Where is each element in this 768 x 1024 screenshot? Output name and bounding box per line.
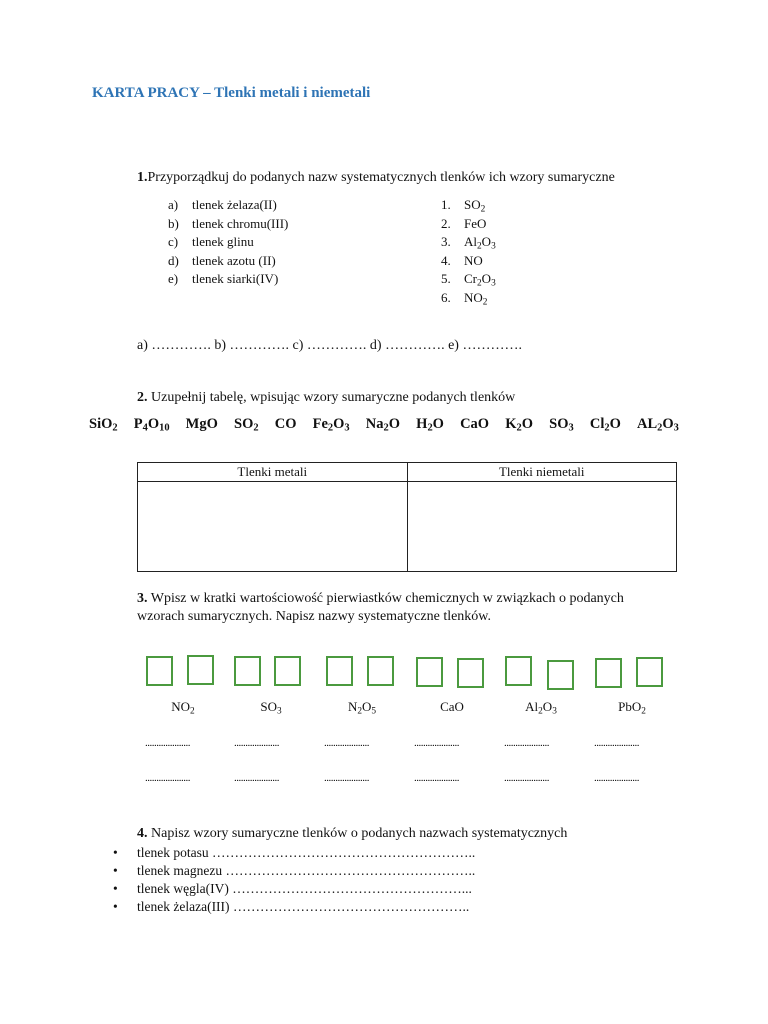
answer-dotted-line[interactable]: .................... xyxy=(234,772,279,784)
task2-formula: $Fe_2O_3$ xyxy=(312,416,350,434)
task1-name-letter: c) xyxy=(168,234,179,249)
task3-heading-line1 xyxy=(137,591,624,607)
task4-instruction: Napisz wzory sumaryczne tlenków o podanych nazwach systematycznych xyxy=(151,826,568,841)
task2-formula: CO xyxy=(274,416,297,432)
task1-formula-item xyxy=(441,253,483,269)
task3-instruction-line2: wzorach sumarycznych. Napisz nazwy systematyczne tlenków. xyxy=(137,609,492,624)
valence-box[interactable] xyxy=(146,656,173,686)
task1-name-text: tlenek żelaza(II) xyxy=(192,197,277,212)
task1-formula-number: 4. xyxy=(441,252,451,268)
task1-name-text: tlenek azotu (II) xyxy=(192,252,276,268)
task1-name-item xyxy=(168,197,277,213)
task3-formula-label: PbO$_2$ xyxy=(618,699,646,717)
task1-formula-number: 2. xyxy=(441,215,451,231)
answer-dotted-line[interactable]: .................... xyxy=(414,737,459,749)
task1-name-item xyxy=(168,253,276,269)
task3-formula-label: CaO xyxy=(440,699,464,714)
task2-formula: MgO xyxy=(185,416,218,432)
task2-formula-row xyxy=(89,416,679,433)
oxide-table xyxy=(137,462,677,572)
task4-list-item xyxy=(113,863,475,881)
task4-list-item xyxy=(113,881,475,899)
task1-name-text: tlenek glinu xyxy=(192,234,254,249)
valence-box[interactable] xyxy=(416,657,443,687)
task2-formula: $H_2O$ xyxy=(416,416,444,434)
valence-box[interactable] xyxy=(326,656,353,686)
task4-list-item xyxy=(113,899,475,917)
answer-dotted-line[interactable]: .................... xyxy=(504,737,549,749)
task1-formula-text: $Al_2O_3$ xyxy=(464,234,496,252)
task4-list-item xyxy=(113,845,475,863)
task2-formula: $SO_2$ xyxy=(234,416,259,434)
bullet-icon: • xyxy=(113,881,118,896)
task4-number: 4. xyxy=(137,826,148,841)
task1-name-item xyxy=(168,271,278,287)
task2-formula: $SO_3$ xyxy=(549,416,574,434)
task4-list xyxy=(113,845,475,917)
task2-instruction: Uzupełnij tabelę, wpisując wzory sumaryczne podanych tlenków xyxy=(151,390,516,405)
task1-formula-number: 3. xyxy=(441,234,451,249)
bullet-icon: • xyxy=(113,863,118,878)
valence-box[interactable] xyxy=(547,660,574,690)
task4-item-label: tlenek magnezu xyxy=(137,863,226,878)
valence-box[interactable] xyxy=(234,656,261,686)
metal-oxides-cell[interactable] xyxy=(138,482,408,572)
task2-formula: $P_4O_{10}$ xyxy=(133,416,170,434)
task3-formula-label: $NO_2$ xyxy=(171,699,195,717)
answer-dotted-line[interactable]: .................... xyxy=(594,737,639,749)
task4-item-label: tlenek żelaza(III) xyxy=(137,899,233,914)
task1-name-letter: b) xyxy=(168,215,179,231)
task2-formula: $Cl_2O$ xyxy=(589,416,621,434)
table-header-nonmetal-oxides: Tlenki niemetali xyxy=(407,463,677,482)
task4-answer-dots[interactable]: ……………………………………………….. xyxy=(225,863,476,878)
task1-name-text: tlenek chromu(III) xyxy=(192,215,289,231)
page-title: KARTA PRACY – Tlenki metali i niemetali xyxy=(92,85,371,101)
task1-instruction: Przyporządkuj do podanych nazw systematycznych tlenków ich wzory sumaryczne xyxy=(147,170,615,185)
valence-box[interactable] xyxy=(595,658,622,688)
task1-formula-text: FeO xyxy=(464,215,487,231)
answer-dotted-line[interactable]: .................... xyxy=(324,737,369,749)
task1-formula-item xyxy=(441,197,485,213)
task4-heading xyxy=(137,826,567,842)
answer-dotted-line[interactable]: .................... xyxy=(504,772,549,784)
task3-formula-label: $Al_2O_3$ xyxy=(525,699,557,717)
table-header-metal-oxides: Tlenki metali xyxy=(138,463,408,482)
valence-box[interactable] xyxy=(274,656,301,686)
valence-box[interactable] xyxy=(367,656,394,686)
task1-formula-text: $NO_2$ xyxy=(464,289,488,307)
task1-formula-text: $Cr_2O_3$ xyxy=(464,271,496,289)
task1-number: 1. xyxy=(137,170,148,185)
answer-dotted-line[interactable]: .................... xyxy=(234,737,279,749)
valence-box[interactable] xyxy=(636,657,663,687)
task2-formula: SiO$_2$ xyxy=(89,416,118,434)
task2-formula: $Na_2O$ xyxy=(365,416,401,434)
task1-heading xyxy=(137,170,615,186)
valence-box[interactable] xyxy=(457,658,484,688)
task1-formula-number: 1. xyxy=(441,197,451,212)
bullet-icon: • xyxy=(113,845,118,860)
task3-formula-label: $SO_3$ xyxy=(260,699,282,717)
task4-answer-dots[interactable]: ……………………………………………... xyxy=(232,881,472,896)
valence-box[interactable] xyxy=(187,655,214,685)
task1-formula-number: 6. xyxy=(441,289,451,305)
task1-name-letter: e) xyxy=(168,271,179,286)
task1-formula-item xyxy=(441,234,496,250)
answer-dotted-line[interactable]: .................... xyxy=(145,737,190,749)
valence-box[interactable] xyxy=(505,656,532,686)
answer-dotted-line[interactable]: .................... xyxy=(594,772,639,784)
task1-name-text: tlenek siarki(IV) xyxy=(192,271,279,286)
task1-formula-item xyxy=(441,216,486,232)
task1-formula-text: $SO_2$ xyxy=(464,197,486,215)
task3-instruction-line1: Wpisz w kratki wartościowość pierwiastków chemicznych w związkach o podanych xyxy=(150,591,624,606)
task4-item-label: tlenek potasu xyxy=(137,845,212,860)
answer-dotted-line[interactable]: .................... xyxy=(414,772,459,784)
task1-answer-line: a) …………. b) …………. c) …………. d) …………. e) …………. xyxy=(137,338,522,353)
task1-formula-number: 5. xyxy=(441,271,451,286)
task4-answer-dots[interactable]: ………………………………………………….. xyxy=(211,845,476,860)
answer-dotted-line[interactable]: .................... xyxy=(145,772,190,784)
bullet-icon: • xyxy=(113,899,118,914)
task2-number: 2. xyxy=(137,390,148,405)
task4-item-label: tlenek węgla(IV) xyxy=(137,881,233,896)
task1-formula-text: NO xyxy=(464,252,483,268)
task1-name-item xyxy=(168,234,254,250)
task2-heading xyxy=(137,390,515,406)
task1-name-item xyxy=(168,216,288,232)
task2-formula: CaO xyxy=(460,416,490,432)
nonmetal-oxides-cell[interactable] xyxy=(407,482,677,572)
task1-name-letter: a) xyxy=(168,197,179,212)
task2-formula: $K_2O$ xyxy=(505,416,533,434)
task1-name-letter: d) xyxy=(168,252,179,268)
task1-formula-item xyxy=(441,271,496,287)
answer-dotted-line[interactable]: .................... xyxy=(324,772,369,784)
task3-number: 3. xyxy=(137,591,148,606)
task4-answer-dots[interactable]: …………………………………………….. xyxy=(232,899,470,914)
task2-formula: $AL_2O_3$ xyxy=(636,416,679,434)
task1-formula-item xyxy=(441,290,487,306)
task3-formula-label: $N_2O_5$ xyxy=(347,699,377,717)
